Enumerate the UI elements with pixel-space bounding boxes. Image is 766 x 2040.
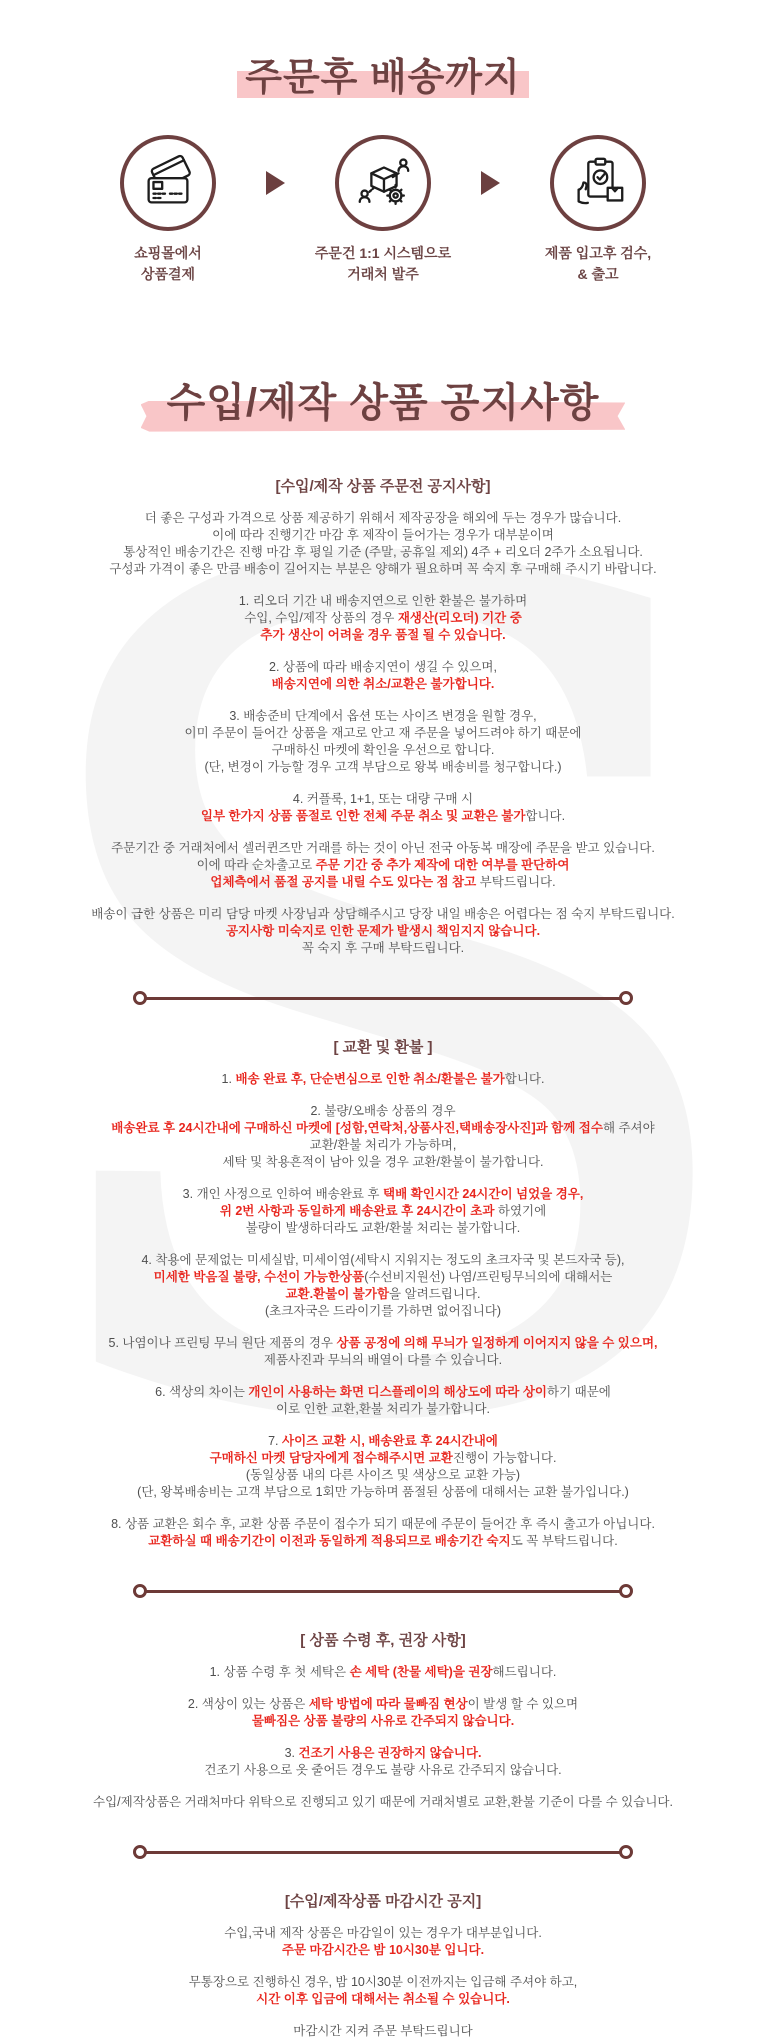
text-segment: 4. 착용에 문제없는 미세실밥, 미세이염(세탁시 지워지는 정도의 초크자국 및 본드자국 등), <box>141 1253 625 1267</box>
arrow-right-icon <box>481 171 500 195</box>
notice-line <box>33 1252 733 1269</box>
notice-line <box>33 1696 733 1713</box>
text-segment: 손 세탁 (찬물 세탁)을 권장 <box>349 1665 493 1679</box>
text-segment: 이에 따라 순차출고로 <box>196 858 316 872</box>
notice-line <box>33 874 733 891</box>
text-segment: (수선비지원선) 나염/프린팅무늬의에 대해서는 <box>364 1270 613 1284</box>
notice-paragraph <box>33 593 733 644</box>
notice-line <box>33 561 733 578</box>
text-segment: 일부 한가지 상품 품절로 인한 전체 주문 취소 및 교환은 불가 <box>200 809 526 823</box>
text-segment: 마감시간 지켜 주문 부탁드립니다 <box>293 2024 473 2038</box>
text-segment: 4. 커플룩, 1+1, 또는 대량 구매 시 <box>292 792 474 806</box>
text-segment: 5. 나염이나 프린팅 무늬 원단 제품의 경우 <box>108 1336 337 1350</box>
divider-ring <box>619 1584 633 1598</box>
text-segment: 도 꼭 부탁드립니다. <box>510 1534 618 1548</box>
notice-line <box>33 857 733 874</box>
notice-line <box>33 1664 733 1681</box>
notice-line <box>33 593 733 610</box>
text-segment: 상품 공정에 의해 무늬가 일정하게 이어지지 않을 수 있으며, <box>336 1336 658 1350</box>
notice-line <box>33 1286 733 1303</box>
notice-paragraph <box>33 906 733 957</box>
notice-line <box>33 1154 733 1171</box>
text-segment: 3. 개인 사정으로 인하여 배송완료 후 <box>182 1187 383 1201</box>
text-segment: 추가 생산이 어려울 경우 품절 될 수 있습니다. <box>260 628 506 642</box>
hero-section <box>33 0 733 285</box>
step-caption-line: 쇼핑몰에서 <box>134 245 202 261</box>
text-segment: 배송지연에 의한 취소/교환은 불가합니다. <box>271 677 495 691</box>
notice-line <box>33 840 733 857</box>
notice-line <box>33 1401 733 1418</box>
notice-paragraph <box>33 1186 733 1237</box>
notice-line <box>33 1120 733 1137</box>
notice-paragraph <box>33 510 733 578</box>
text-segment: (동일상품 내의 다른 사이즈 및 색상으로 교환 가능) <box>245 1468 521 1482</box>
notice-line <box>33 708 733 725</box>
text-segment: 세탁 방법에 따라 물빠짐 현상 <box>308 1697 468 1711</box>
text-segment: 부탁드립니다. <box>476 875 556 889</box>
step-caption <box>545 243 651 285</box>
notice-line <box>33 1942 733 1959</box>
step-caption <box>315 243 451 285</box>
text-segment: 1. <box>221 1072 236 1086</box>
notice-paragraph <box>33 1384 733 1418</box>
notice-title-text: 수입/제작 상품 공지사항 <box>166 381 600 425</box>
notice-title-row <box>33 371 733 428</box>
section-heading: [ 상품 수령 후, 권장 사항] <box>300 1632 466 1649</box>
notice-line <box>33 676 733 693</box>
text-segment: 배송 완료 후, 단순변심으로 인한 취소/환불은 불가 <box>235 1072 505 1086</box>
notice-line <box>33 544 733 561</box>
notice-line <box>33 923 733 940</box>
text-segment: 주문기간 중 거래처에서 셀러퀸즈만 거래를 하는 것이 아닌 전국 아동복 매장에 주문을 받고 있습니다. <box>111 841 655 855</box>
text-segment: 구매하신 마켓 담당자에게 접수해주시면 교환 <box>209 1451 453 1465</box>
notice-line <box>33 1713 733 1730</box>
notice-paragraph <box>33 1925 733 1959</box>
text-segment: 제품사진과 무늬의 배열이 다를 수 있습니다. <box>263 1353 503 1367</box>
text-segment: 수입, 수입/제작 상품의 경우 <box>244 611 398 625</box>
text-segment: 이에 따라 진행기간 마감 후 제작이 들어가는 경우가 대부분이며 <box>212 528 554 542</box>
text-segment: 무통장으로 진행하신 경우, 밤 10시30분 이전까지는 입금해 주셔야 하고, <box>188 1975 578 1989</box>
text-segment: 진행이 가능합니다. <box>452 1451 557 1465</box>
text-segment: 사이즈 교환 시, 배송완료 후 24시간내에 <box>282 1434 498 1448</box>
text-segment: 건조기 사용은 권장하지 않습니다. <box>298 1746 482 1760</box>
text-segment: 미세한 박음질 불량, 수선이 가능한상품 <box>153 1270 365 1284</box>
text-segment: 교환.환불이 불가함 <box>285 1287 390 1301</box>
notice-line <box>33 1303 733 1320</box>
notice-line <box>33 510 733 527</box>
notice-paragraph <box>33 659 733 693</box>
text-segment: 이 발생 할 수 있으며 <box>467 1697 579 1711</box>
notice-line <box>33 906 733 923</box>
divider-line <box>145 1590 621 1593</box>
notice-page <box>33 0 733 2038</box>
divider-line <box>145 1851 621 1854</box>
notice-line <box>33 610 733 627</box>
notice-line <box>33 1484 733 1501</box>
notice-paragraph <box>33 1433 733 1501</box>
notice-line <box>33 725 733 742</box>
step-caption-line: 상품결제 <box>140 266 196 282</box>
notice-line <box>33 791 733 808</box>
hero-title-text: 주문후 배송까지 <box>245 57 521 99</box>
text-segment: 이로 인한 교환,환불 처리가 불가합니다. <box>275 1402 491 1416</box>
notice-line <box>33 1186 733 1203</box>
text-segment: 합니다. <box>504 1072 545 1086</box>
text-segment: 3. 배송준비 단계에서 옵션 또는 사이즈 변경을 원할 경우, <box>229 709 537 723</box>
text-segment: 건조기 사용으로 옷 줄어든 경우도 불량 사유로 간주되지 않습니다. <box>204 1763 562 1777</box>
text-segment: 더 좋은 구성과 가격으로 상품 제공하기 위해서 제작공장을 해외에 두는 경우가 많습니다. <box>144 511 622 525</box>
text-segment: 택배 확인시간 24시간이 넘었을 경우, <box>383 1187 584 1201</box>
notice-line <box>33 1137 733 1154</box>
notice-line <box>33 1103 733 1120</box>
text-segment: (초크자국은 드라이기를 가하면 없어집니다) <box>264 1304 502 1318</box>
step-caption-line: & 출고 <box>577 266 619 282</box>
notice-line <box>33 1450 733 1467</box>
text-segment: 구매하신 마켓에 확인을 우선으로 합니다. <box>271 743 495 757</box>
notice-line <box>33 1516 733 1533</box>
text-segment: 2. 상품에 따라 배송지연이 생길 수 있으며, <box>269 660 497 674</box>
text-segment: 위 2번 사항과 동일하게 배송완료 후 24시간이 초과 <box>219 1204 495 1218</box>
notice-paragraph <box>33 1071 733 1088</box>
notice-line <box>33 1467 733 1484</box>
notice-paragraph <box>33 708 733 776</box>
text-segment: 2. 불량/오배송 상품의 경우 <box>310 1104 456 1118</box>
text-segment: 개인이 사용하는 화면 디스플레이의 해상도에 따라 상이 <box>248 1385 547 1399</box>
process-step-ship <box>500 135 696 285</box>
notice-paragraph <box>33 2023 733 2040</box>
notice-line <box>33 527 733 544</box>
notice-paragraph <box>33 1794 733 1811</box>
process-step-order <box>285 135 481 285</box>
notice-paragraph <box>33 1335 733 1369</box>
text-segment: 2. 색상이 있는 상품은 <box>187 1697 309 1711</box>
step-caption <box>134 243 202 285</box>
divider-ring <box>619 991 633 1005</box>
section-divider <box>133 1584 633 1598</box>
notice-paragraph <box>33 1974 733 2008</box>
text-segment: 해드립니다. <box>492 1665 557 1679</box>
notice-paragraph <box>33 1103 733 1171</box>
text-segment: 통상적인 배송기간은 진행 마감 후 평일 기준 (주말, 공휴일 제외) 4주 + 리오더 2주가 소요됩니다. <box>123 545 643 559</box>
notice-paragraph <box>33 840 733 891</box>
text-segment: 1. 리오더 기간 내 배송지연으로 인한 환불은 불가하며 <box>238 594 528 608</box>
notice-line <box>33 940 733 957</box>
section-divider <box>133 991 633 1005</box>
text-segment: 교환하실 때 배송기간이 이전과 동일하게 적용되므로 배송기간 숙지 <box>148 1534 511 1548</box>
text-segment: 3. <box>284 1746 299 1760</box>
text-segment: 해 주셔야 <box>602 1121 655 1135</box>
text-segment: 을 알려드립니다. <box>389 1287 481 1301</box>
section-heading: [수입/제작상품 마감시간 공지] <box>284 1893 482 1910</box>
text-segment: 구성과 가격이 좋은 만큼 배송이 길어지는 부분은 양해가 필요하며 꼭 숙지 후 구매해 주시기 바랍니다. <box>109 562 657 576</box>
text-segment: 공지사항 미숙지로 인한 문제가 발생시 책임지지 않습니다. <box>225 924 541 938</box>
text-segment: 하였기에 <box>494 1204 547 1218</box>
notice-paragraph <box>33 1252 733 1320</box>
order-system-icon <box>335 135 431 231</box>
notice-line <box>33 1384 733 1401</box>
notice-line <box>33 2023 733 2040</box>
text-segment: 불량이 발생하더라도 교환/환불 처리는 불가합니다. <box>245 1221 521 1235</box>
hero-title <box>245 46 521 101</box>
notice-line <box>33 1335 733 1352</box>
process-steps <box>33 135 733 285</box>
notice-line <box>33 1220 733 1237</box>
notice-line <box>33 627 733 644</box>
notice-paragraph <box>33 1745 733 1779</box>
inspect-ship-icon <box>550 135 646 231</box>
text-segment: 주문 기간 중 추가 제작에 대한 여부를 판단하여 <box>315 858 570 872</box>
text-segment: 주문 마감시간은 밤 10시30분 입니다. <box>281 1943 485 1957</box>
notice-title <box>167 371 600 428</box>
text-segment: 꼭 숙지 후 구매 부탁드립니다. <box>301 941 465 955</box>
text-segment: 교환/환불 처리가 가능하며, <box>309 1138 457 1152</box>
text-segment: 6. 색상의 차이는 <box>155 1385 249 1399</box>
step-caption-line: 제품 입고후 검수, <box>544 245 652 261</box>
notice-line <box>33 759 733 776</box>
text-segment: (단, 변경이 가능할 경우 고객 부담으로 왕복 배송비를 청구합니다.) <box>204 760 562 774</box>
notice-line <box>33 1433 733 1450</box>
notice-paragraph <box>33 1516 733 1550</box>
credit-card-icon <box>120 135 216 231</box>
notice-line <box>33 1745 733 1762</box>
notice-body <box>33 478 733 2040</box>
text-segment: 이미 주문이 들어간 상품을 재고로 안고 재 주문을 넣어드려야 하기 때문에 <box>184 726 582 740</box>
notice-line <box>33 742 733 759</box>
notice-paragraph <box>33 791 733 825</box>
notice-line <box>33 1203 733 1220</box>
section-divider <box>133 1845 633 1859</box>
notice-paragraph <box>33 1664 733 1681</box>
text-segment: 업체측에서 품절 공지를 내릴 수도 있다는 점 참고 <box>210 875 477 889</box>
process-step-payment <box>70 135 266 285</box>
notice-line <box>33 1762 733 1779</box>
text-segment: 세탁 및 착용흔적이 남아 있을 경우 교환/환불이 불가합니다. <box>222 1155 544 1169</box>
text-segment: 7. <box>268 1434 283 1448</box>
notice-line <box>33 1991 733 2008</box>
divider-ring <box>619 1845 633 1859</box>
text-segment: 8. 상품 교환은 회수 후, 교환 상품 주문이 접수가 되기 때문에 주문이 들어간 후 즉시 출고가 아닙니다. <box>111 1517 655 1531</box>
step-caption-line: 거래처 발주 <box>347 266 419 282</box>
section-heading: [수입/제작 상품 주문전 공지사항] <box>275 478 491 495</box>
notice-line <box>33 808 733 825</box>
notice-line <box>33 1533 733 1550</box>
text-segment: 재생산(리오더) 기간 중 <box>397 611 522 625</box>
text-segment: 배송완료 후 24시간내에 구매하신 마켓에 [성함,연락처,상품사진,택배송장사진]과 함께 접수 <box>111 1121 603 1135</box>
notice-paragraph <box>33 1696 733 1730</box>
text-segment: 수입/제작상품은 거래처마다 위탁으로 진행되고 있기 때문에 거래처별로 교환,환불 기준이 다를 수 있습니다. <box>93 1795 673 1809</box>
section-heading: [ 교환 및 환불 ] <box>333 1039 433 1056</box>
text-segment: 시간 이후 입금에 대해서는 취소될 수 있습니다. <box>256 1992 510 2006</box>
notice-line <box>33 1071 733 1088</box>
step-caption-line: 주문건 1:1 시스템으로 <box>314 245 452 261</box>
text-segment: 합니다. <box>525 809 566 823</box>
notice-line <box>33 659 733 676</box>
text-segment: 배송이 급한 상품은 미리 담당 마켓 사장님과 상담해주시고 당장 내일 배송은 어렵다는 점 숙지 부탁드립니다. <box>91 907 675 921</box>
text-segment: 1. 상품 수령 후 첫 세탁은 <box>209 1665 350 1679</box>
arrow-right-icon <box>266 171 285 195</box>
divider-line <box>145 997 621 1000</box>
text-segment: 수입,국내 제작 상품은 마감일이 있는 경우가 대부분입니다. <box>224 1926 542 1940</box>
notice-line <box>33 1794 733 1811</box>
notice-line <box>33 1974 733 1991</box>
text-segment: 물빠짐은 상품 불량의 사유로 간주되지 않습니다. <box>251 1714 515 1728</box>
notice-line <box>33 1925 733 1942</box>
text-segment: 하기 때문에 <box>547 1385 611 1399</box>
notice-line <box>33 1269 733 1286</box>
notice-line <box>33 1352 733 1369</box>
text-segment: (단, 왕복배송비는 고객 부담으로 1회만 가능하며 품절된 상품에 대해서는 교환 불가입니다.) <box>137 1485 629 1499</box>
